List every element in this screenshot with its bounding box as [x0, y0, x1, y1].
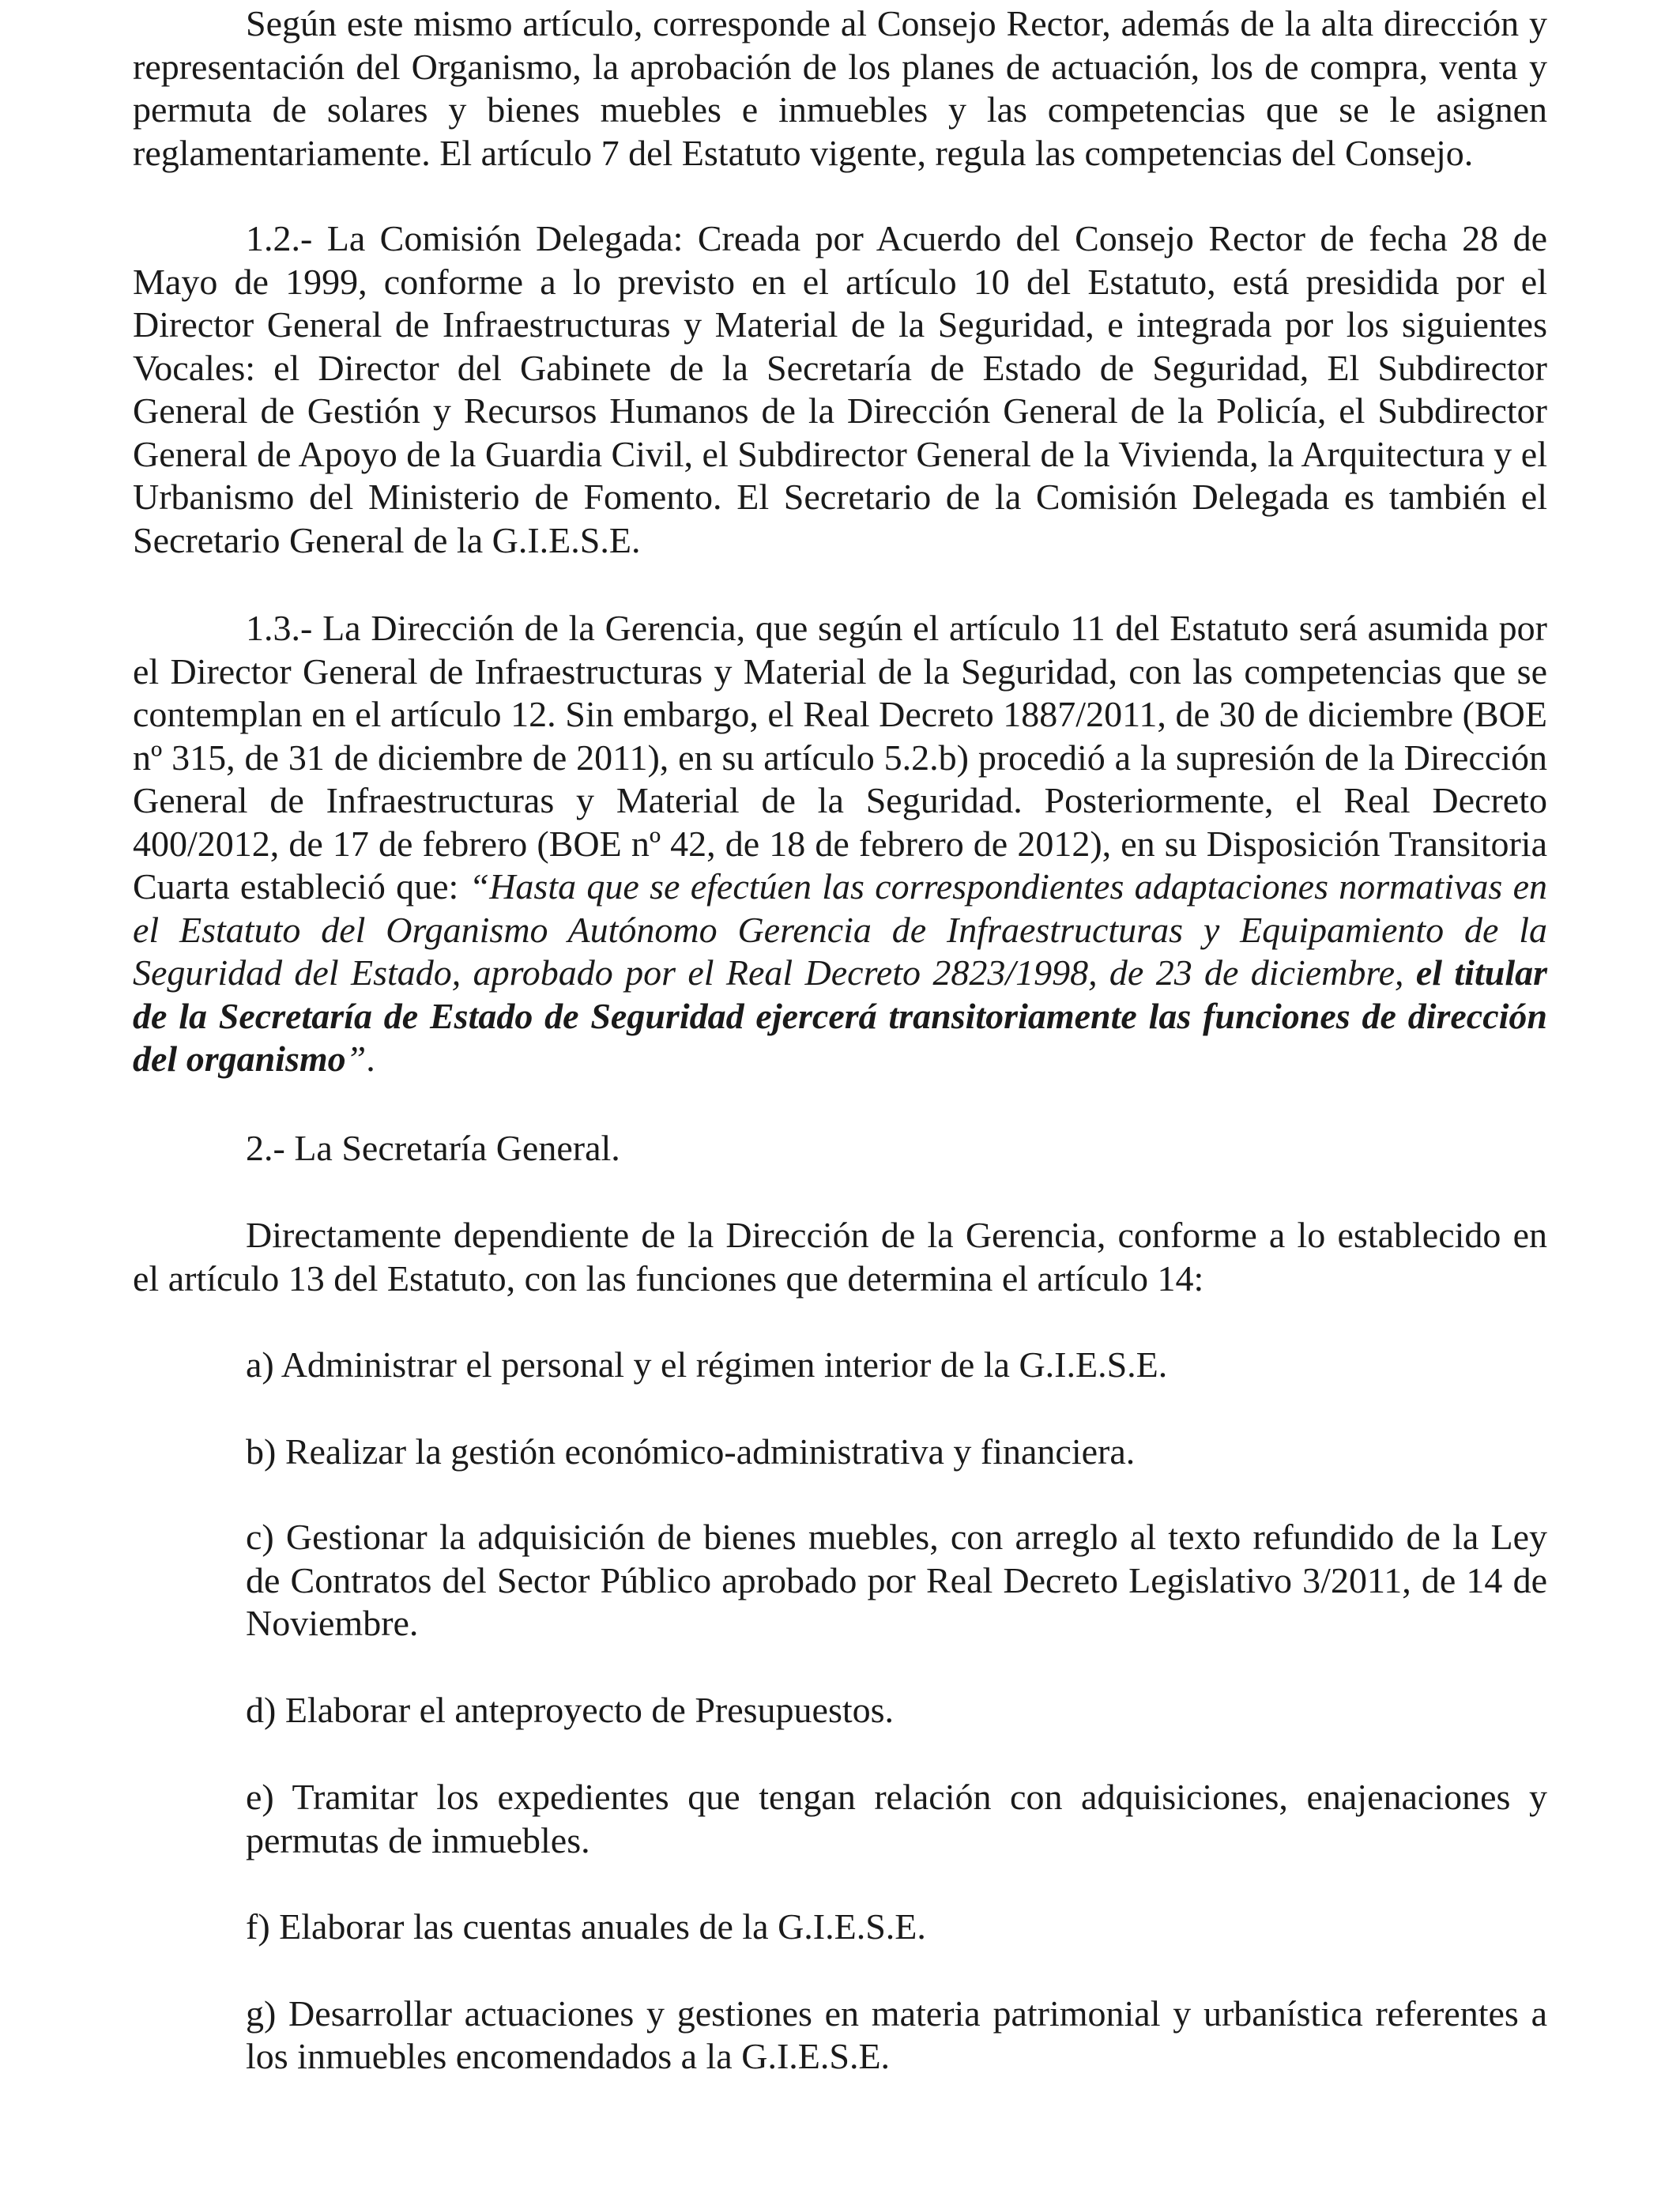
- list-item-function-g: g) Desarrollar actuaciones y gestiones en materia patrimonial y urbanística referentes a los inmuebles encomendados a la G.I.E.S.E.: [246, 1992, 1547, 2076]
- heading-secretaria-general: 2.- La Secretaría General.: [246, 1127, 620, 1168]
- closing-quote: ”: [345, 1039, 367, 1079]
- list-item-function-a: a) Administrar el personal y el régimen interior de la G.I.E.S.E.: [246, 1344, 1168, 1385]
- paragraph-1-3-text: 1.3.- La Dirección de la Gerencia, que según el artículo 11 del Estatuto será asumida por el Director General de Infraestructuras y Material de la Seguridad, con las competencias que se contemplan en el artículo 12. Sin embargo, el Real Decreto 1887/2011, de 30 de diciembre (BOE nº 315, de 31 de diciembre de 2011), en su artículo 5.2.b) procedió a la supresión de la Dirección General de Infraestructuras y Material de la Seguridad. Posteriormente, el Real Decreto 400/2012, de 17 de febrero (BOE nº 42, de 18 de febrero de 2012), en su Disposición Transitoria Cuarta estableció que:: [133, 608, 1547, 907]
- paragraph-consejo-rector: Según este mismo artículo, corresponde al Consejo Rector, además de la alta dirección y representación del Organismo, la aprobación de los planes de actuación, los de compra, venta y permuta de solares y bienes muebles e inmuebles y las competencias que se le asignen reglamentariamente. El artículo 7 del Estatuto vigente, regula las competencias del Consejo.: [133, 3, 1547, 173]
- list-item-function-f: f) Elaborar las cuentas anuales de la G.I.E.S.E.: [246, 1906, 926, 1947]
- document-page: [133, 0, 1547, 2079]
- list-item-function-b: b) Realizar la gestión económico-administrativa y financiera.: [246, 1431, 1136, 1472]
- list-item-function-e: e) Tramitar los expedientes que tengan relación con adquisiciones, enajenaciones y permutas de inmuebles.: [246, 1777, 1547, 1860]
- paragraph-1-3-end: .: [366, 1039, 375, 1079]
- paragraph-direccion-gerencia: [133, 607, 1547, 1081]
- quote-italic-text: “Hasta que se efectúen las correspondientes adaptaciones normativas en el Estatuto del Organismo Autónomo Gerencia de Infraestructuras y Equipamiento de la Seguridad del Estado, aprobado por el Real Decreto 2823/1998, de 23 de diciembre,: [133, 866, 1547, 993]
- paragraph-secretaria-intro: Directamente dependiente de la Dirección de la Gerencia, conforme a lo establecido en el artículo 13 del Estatuto, con las funciones que determina el artículo 14:: [133, 1215, 1547, 1299]
- quote-bold-emphasis: el titular de la Secretaría de Estado de Seguridad ejercerá transitoriamente las funciones de dirección del organismo: [133, 952, 1548, 1079]
- list-item-function-d: d) Elaborar el anteproyecto de Presupuestos.: [246, 1689, 895, 1730]
- list-item-function-c: c) Gestionar la adquisición de bienes muebles, con arreglo al texto refundido de la Ley de Contratos del Sector Público aprobado por Real Decreto Legislativo 3/2011, de 14 de Noviembre.: [246, 1517, 1547, 1643]
- paragraph-comision-delegada: 1.2.- La Comisión Delegada: Creada por Acuerdo del Consejo Rector de fecha 28 de Mayo de 1999, conforme a lo previsto en el artículo 10 del Estatuto, está presidida por el Director General de Infraestructuras y Material de la Seguridad, e integrada por los siguientes Vocales: el Director del Gabinete de la Secretaría de Estado de Seguridad, El Subdirector General de Gestión y Recursos Humanos de la Dirección General de la Policía, el Subdirector General de Apoyo de la Guardia Civil, el Subdirector General de la Vivienda, la Arquitectura y el Urbanismo del Ministerio de Fomento. El Secretario de la Comisión Delegada es también el Secretario General de la G.I.E.S.E.: [133, 218, 1547, 560]
